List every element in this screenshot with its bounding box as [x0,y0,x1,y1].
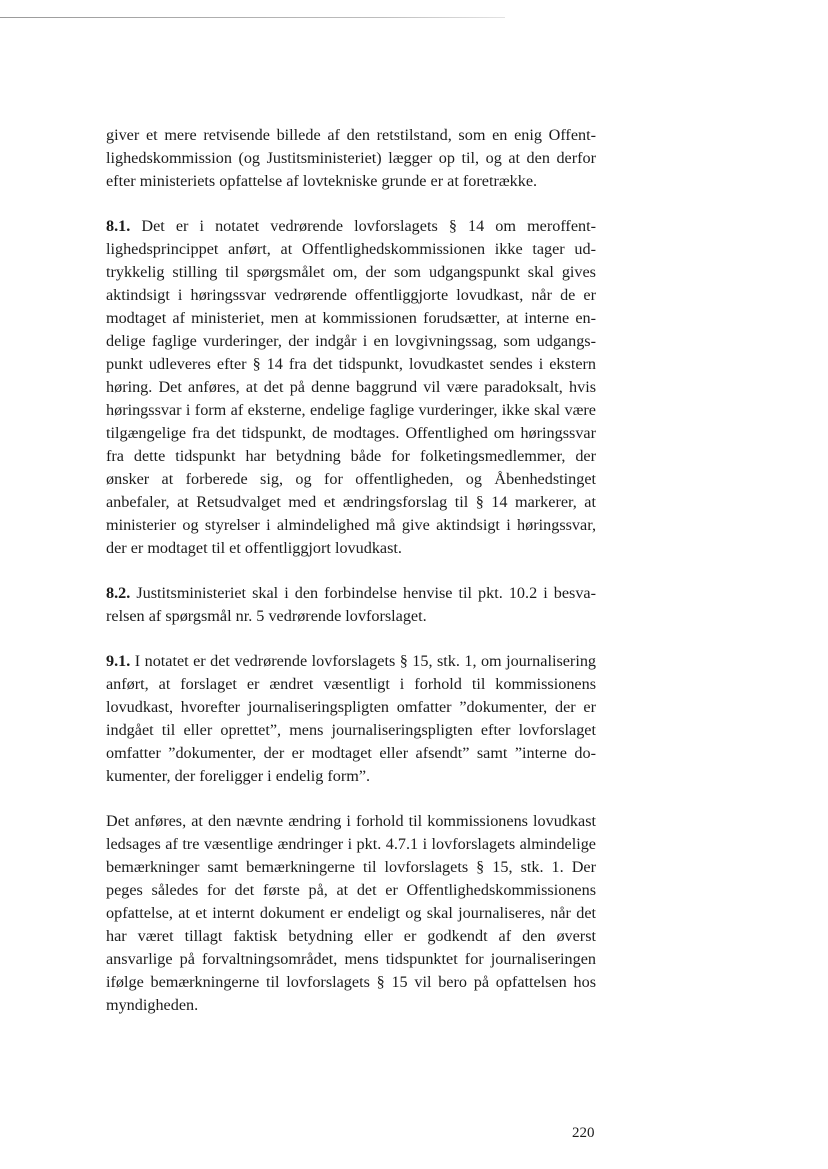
paragraph-text: Det anføres, at den nævnte ændring i forhold til kommissionens lovudkast ledsages af tre væsentlige ændringer i pkt. 4.7.1 i lovforslagets almindelige bemærkninger samt bemærkningerne til lovforslagets § 15, stk. 1. Der peges således for det første på, at det er Offentlighedskommissionens opfattelse, at et internt dokument er endeligt og skal journaliseres, når det har været tillagt faktisk betydning eller er godkendt af den øverst ansvarlige på forvaltningsområdet, mens tidspunktet for journaliseringen ifølge bemærkningerne til lovforslagets § 15 vil bero på opfattelsen hos myndigheden. [106,812,596,1014]
paragraph-text: Det er i notatet vedrørende lovforslagets § 14 om meroffentlighedsprincippet anført, at Offentlighedskommissionen ikke tager udtrykkelig stilling til spørgsmålet om, der som udgangspunkt skal gives aktindsigt i høringssvar vedrørende offentliggjorte lovudkast, når de er modtaget af ministeriet, men at kommissionen forudsætter, at interne endelige faglige vurderinger, der indgår i en lovgivningssag, som udgangspunkt udleveres efter § 14 fra det tidspunkt, lovudkastet sendes i ekstern høring. Det anføres, at det på denne baggrund vil være paradoksalt, hvis høringssvar i form af eksterne, endelige faglige vurderinger, ikke skal være tilgængelige fra det tidspunkt, de modtages. Offentlighed om høringssvar fra dette tidspunkt har betydning både for folketingsmedlemmer, der ønsker at forberede sig, og for offentligheden, og Åbenhedstinget anbefaler, at Retsudvalget med et ændringsforslag til § 14 markerer, at ministerier og styrelser i almindelighed må give aktindsigt i høringssvar, der er modtaget til et offentliggjort lovudkast. [106,217,596,557]
page-body [106,124,596,1039]
paragraph-text: I notatet er det vedrørende lovforslagets § 15, stk. 1, om journalisering anført, at forslaget er ændret væsentligt i forhold til kommissionens lovudkast, hvorefter journaliseringspligten omfatter ”dokumenter, der er indgået til eller oprettet”, mens journaliseringspligten efter lovforslaget omfatter ”dokumenter, der er modtaget eller afsendt” samt ”interne dokumenter, der foreligger i endelig form”. [106,652,597,785]
paragraph-continuation [106,810,596,1017]
paragraph-intro [106,124,596,193]
section-number: 9.1. [106,652,131,670]
section-number: 8.1. [106,217,131,235]
section-number: 8.2. [106,584,131,602]
paragraph-section-8-1 [106,215,596,560]
paragraph-section-9-1 [106,650,596,788]
paragraph-text: giver et mere retvisende billede af den retstilstand, som en enig Offentlighedskommission (og Justitsministeriet) lægger op til, og at den derfor efter ministeriets opfattelse af lovtekniske grunde er at foretrække. [106,126,596,190]
top-rule [0,17,505,18]
paragraph-section-8-2 [106,582,596,628]
paragraph-text: Justitsministeriet skal i den forbindelse henvise til pkt. 10.2 i besvarelsen af spørgsmål nr. 5 vedrørende lovforslaget. [106,584,596,625]
page-number: 220 [572,1125,595,1141]
